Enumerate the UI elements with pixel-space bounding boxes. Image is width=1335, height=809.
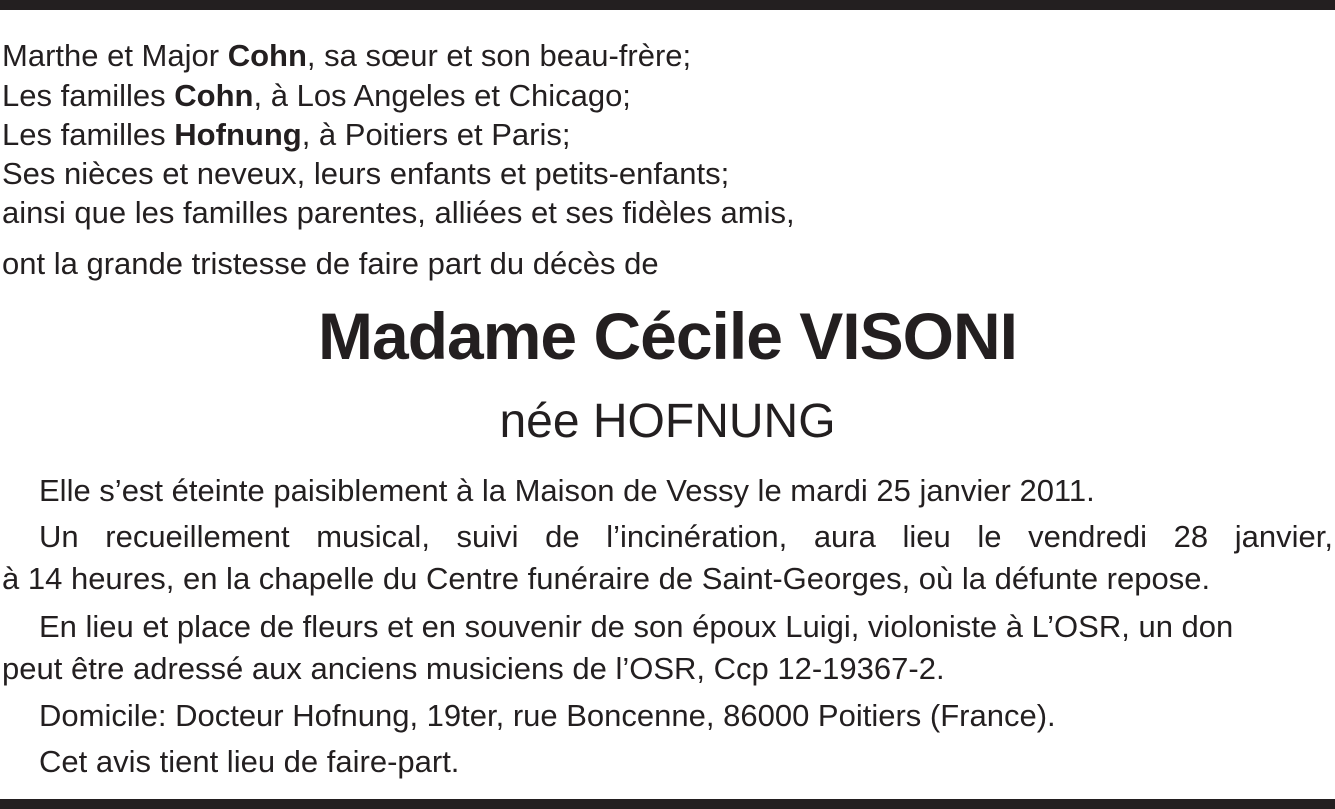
ceremony-word: le: [977, 519, 1002, 554]
bottom-rule: [0, 799, 1335, 809]
family-line-3-post: , à Poitiers et Paris;: [301, 117, 571, 152]
ceremony-word: lieu: [902, 519, 951, 554]
family-line-2-pre: Les familles: [2, 78, 175, 113]
family-line-2-name: Cohn: [174, 78, 254, 113]
announcement-line: ont la grande tristesse de faire part du décès de: [2, 246, 659, 281]
family-line-1-post: , sa sœur et son beau-frère;: [306, 38, 692, 73]
top-rule: [0, 0, 1335, 10]
family-line-2: [2, 78, 631, 114]
maiden-name: née HOFNUNG: [499, 395, 836, 448]
paragraph-donation-line-1: En lieu et place de fleurs et en souvenir de son époux Luigi, violoniste à L’OSR, un don: [39, 609, 1234, 644]
ceremony-word: aura: [813, 519, 876, 554]
ceremony-word: Un: [39, 519, 79, 554]
family-line-5: ainsi que les familles parentes, alliées et ses fidèles amis,: [2, 195, 795, 230]
paragraph-donation-line-2: peut être adressé aux anciens musiciens de l’OSR, Ccp 12-19367-2.: [2, 651, 945, 686]
ceremony-word: 28: [1173, 519, 1209, 554]
paragraph-ceremony-line-1: [39, 519, 1333, 555]
ceremony-word: recueillement: [105, 519, 290, 554]
ceremony-word: de: [545, 519, 580, 554]
paragraph-domicile: Domicile: Docteur Hofnung, 19ter, rue Boncenne, 86000 Poitiers (France).: [39, 698, 1056, 733]
family-line-3-pre: Les familles: [2, 117, 175, 152]
paragraph-ceremony-line-2: à 14 heures, en la chapelle du Centre funéraire de Saint-Georges, où la défunte repose.: [2, 561, 1211, 596]
ceremony-word: janvier,: [1234, 519, 1333, 554]
family-line-3-name: Hofnung: [174, 117, 302, 152]
paragraph-passing: Elle s’est éteinte paisiblement à la Maison de Vessy le mardi 25 janvier 2011.: [39, 473, 1095, 508]
paragraph-notice: Cet avis tient lieu de faire-part.: [39, 744, 460, 779]
ceremony-word: musical,: [316, 519, 430, 554]
family-line-1-name: Cohn: [227, 38, 307, 73]
ceremony-word: suivi: [456, 519, 519, 554]
family-line-3: [2, 117, 570, 153]
family-line-1-pre: Marthe et Major: [2, 38, 228, 73]
deceased-name: Madame Cécile VISONI: [318, 299, 1017, 373]
family-line-2-post: , à Los Angeles et Chicago;: [253, 78, 631, 113]
family-line-4: Ses nièces et neveux, leurs enfants et petits-enfants;: [2, 156, 730, 191]
ceremony-word: vendredi: [1028, 519, 1148, 554]
ceremony-word: l’incinération,: [606, 519, 788, 554]
family-line-1: [2, 38, 691, 74]
